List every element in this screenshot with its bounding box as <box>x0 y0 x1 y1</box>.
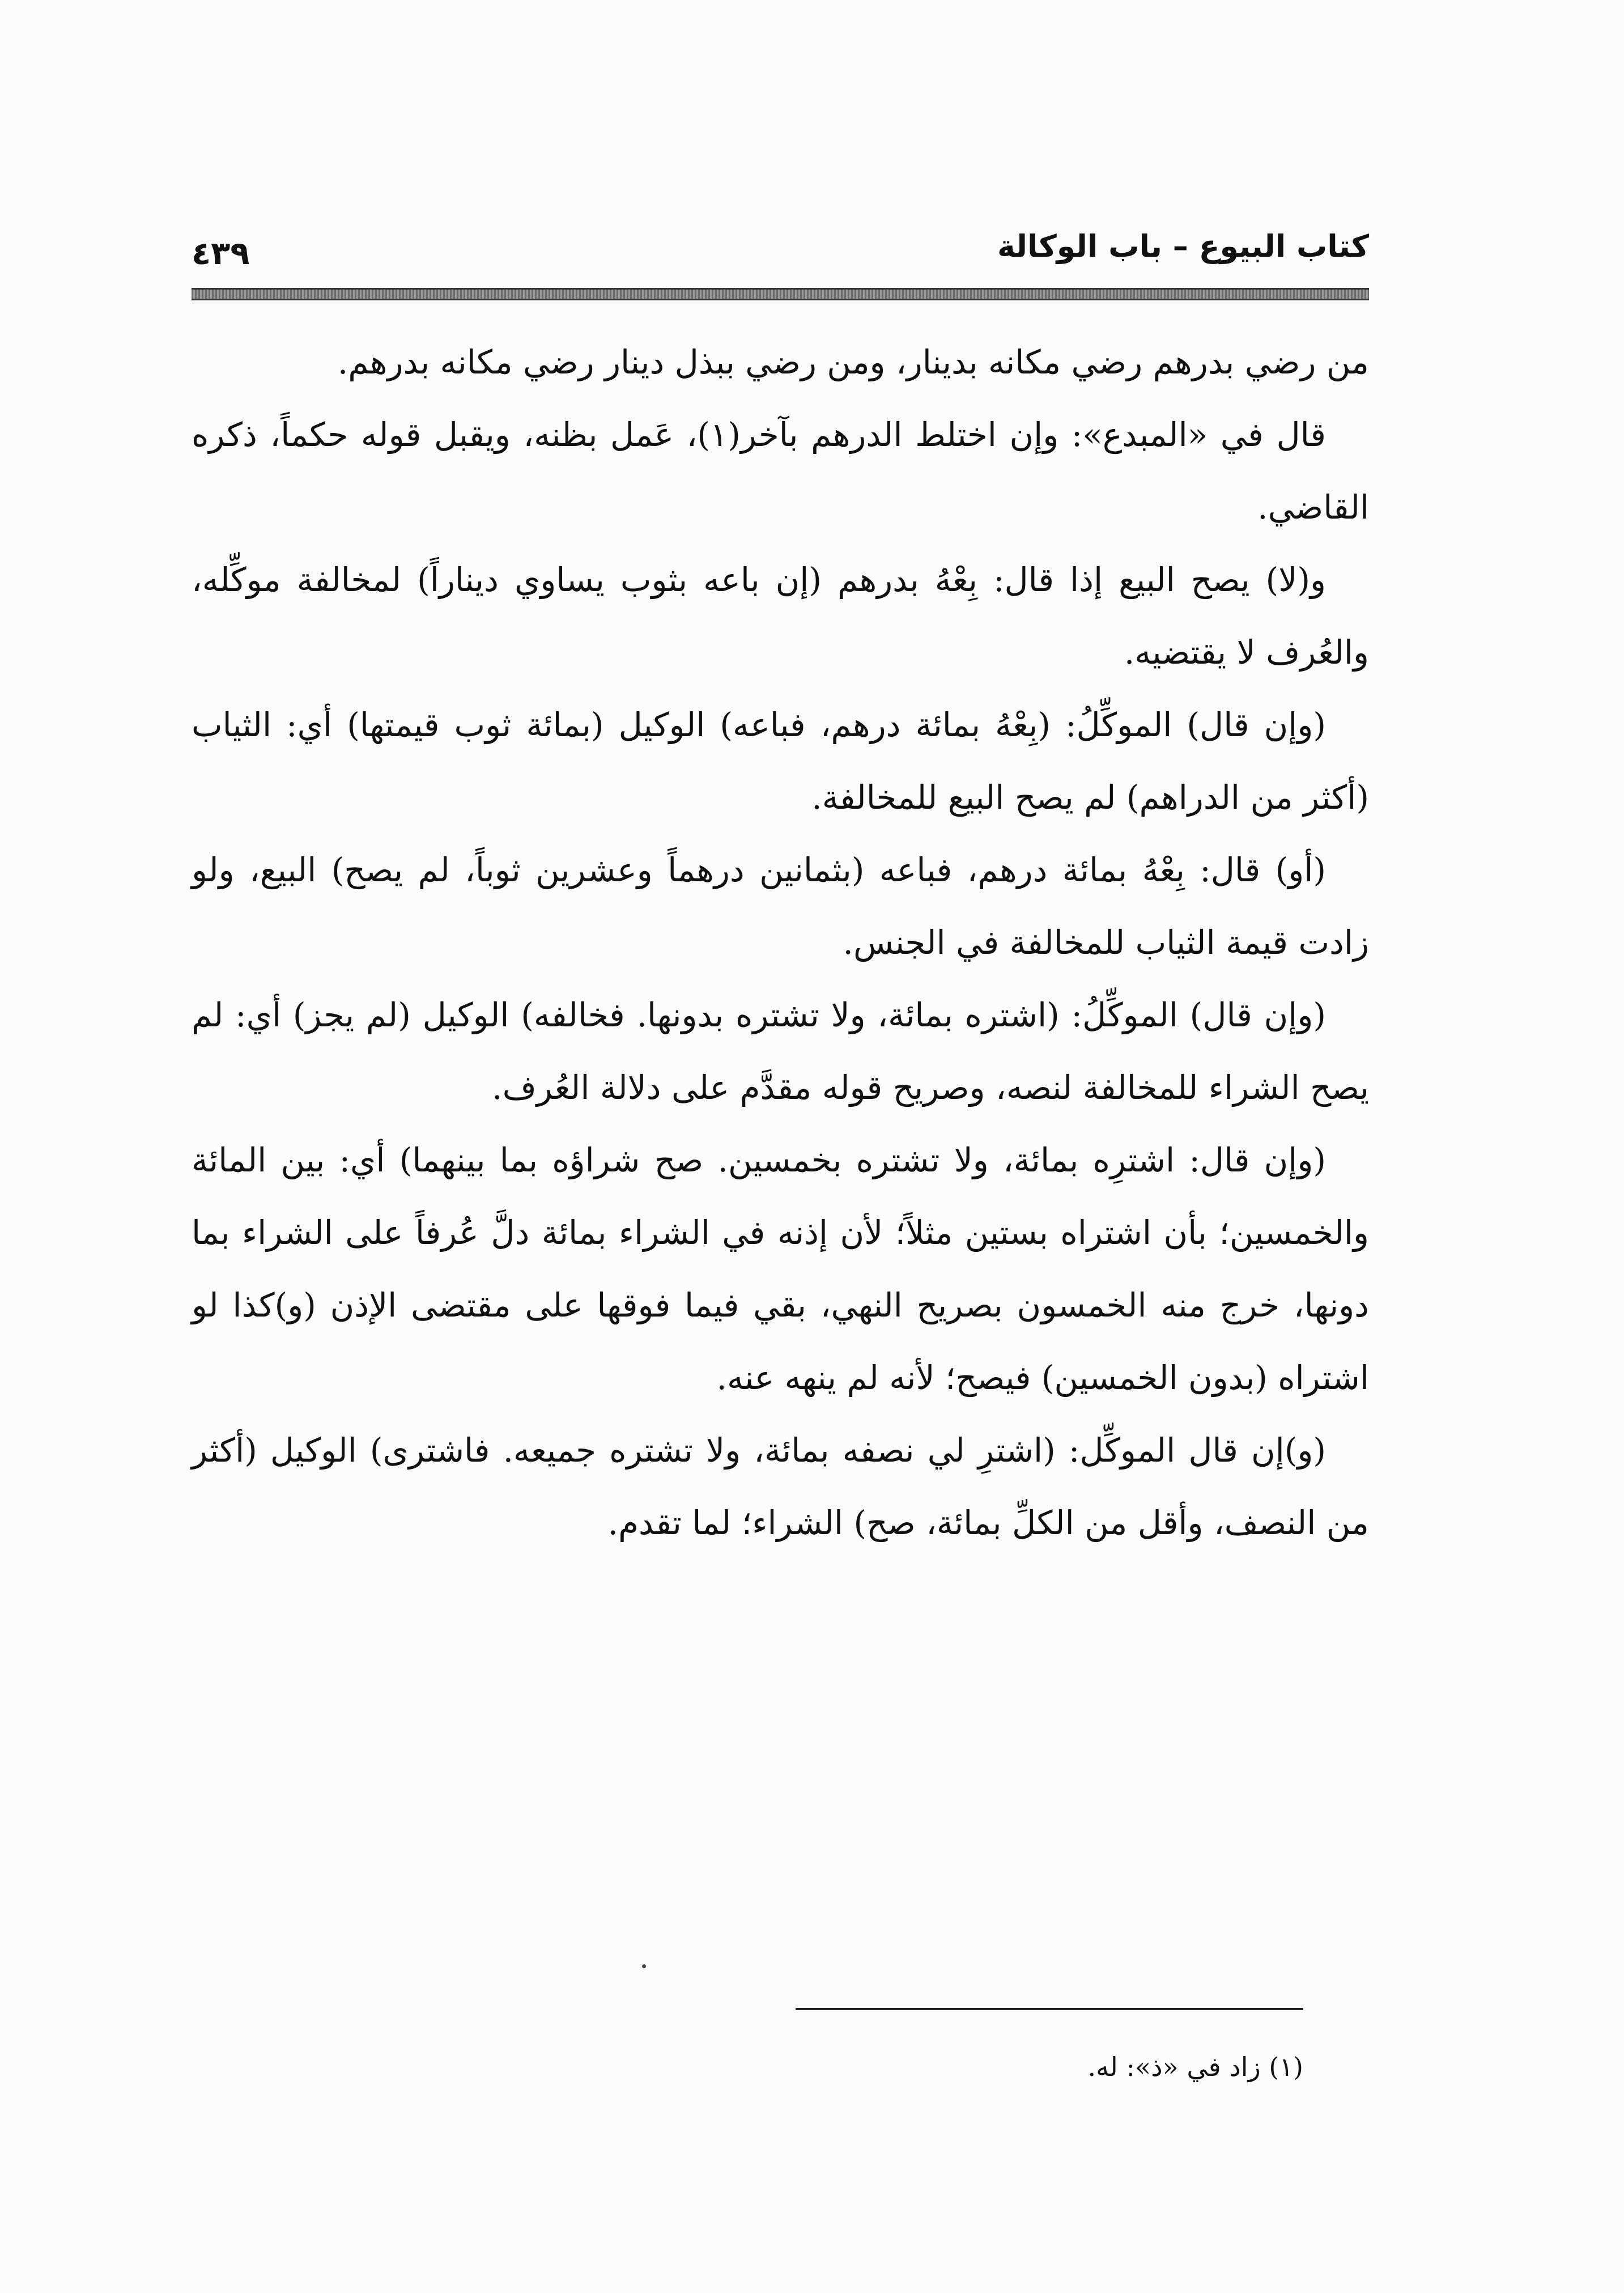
footnote: (١) زاد في «ذ»: له. <box>1087 2052 1303 2082</box>
header-divider <box>192 288 1369 300</box>
ink-speck <box>642 1964 646 1968</box>
paragraph: (و)إن قال الموكِّل: (اشترِ لي نصفه بمائة، ولا تشتره جميعه. فاشترى) الوكيل (أكثر من النصف، وأقل من الكلِّ بمائة، صح) الشراء؛ لما تقدم. <box>192 1431 1369 1542</box>
paragraph: (وإن قال) الموكِّلُ: (اشتره بمائة، ولا تشتره بدونها. فخالفه) الوكيل (لم يجز) أي: لم يصح الشراء للمخالفة لنصه، وصريح قوله مقدَّم على دلالة العُرف. <box>192 996 1369 1107</box>
paragraph: قال في «المبدع»: وإن اختلط الدرهم بآخر(١)، عَمل بظنه، ويقبل قوله حكماً، ذكره القاضي. <box>192 415 1369 526</box>
page-number: ٤٣٩ <box>192 235 250 272</box>
running-title: كتاب البيوع – باب الوكالة <box>997 228 1369 264</box>
footnote-divider <box>796 2008 1303 2010</box>
paragraph: (أو) قال: بِعْهُ بمائة درهم، فباعه (بثمانين درهماً وعشرين ثوباً، لم يصح) البيع، ولو زادت قيمة الثياب للمخالفة في الجنس. <box>192 851 1369 962</box>
paragraph: (وإن قال) الموكِّلُ: (بِعْهُ بمائة درهم، فباعه) الوكيل (بمائة ثوب قيمتها) أي: الثياب (أكثر من الدراهم) لم يصح البيع للمخالفة. <box>192 706 1369 817</box>
paragraph: و(لا) يصح البيع إذا قال: بِعْهُ بدرهم (إن باعه بثوب يساوي ديناراً) لمخالفة موكِّله، والعُرف لا يقتضيه. <box>192 560 1369 672</box>
page-header <box>192 224 1369 272</box>
main-text <box>192 326 1369 1559</box>
paragraph: من رضي بدرهم رضي مكانه بدينار، ومن رضي ببذل دينار رضي مكانه بدرهم. <box>337 343 1369 381</box>
paragraph: (وإن قال: اشترِه بمائة، ولا تشتره بخمسين. صح شراؤه بما بينهما) أي: بين المائة والخمسين؛ بأن اشتراه بستين مثلاً؛ لأن إذنه في الشراء بمائة دلَّ عُرفاً على الشراء بما دونها، خرج منه الخمسون بصريح النهي، بقي فيما فوقها على مقتضى الإذن (و)كذا لو اشتراه (بدون الخمسين) فيصح؛ لأنه لم ينهه عنه. <box>192 1141 1369 1397</box>
